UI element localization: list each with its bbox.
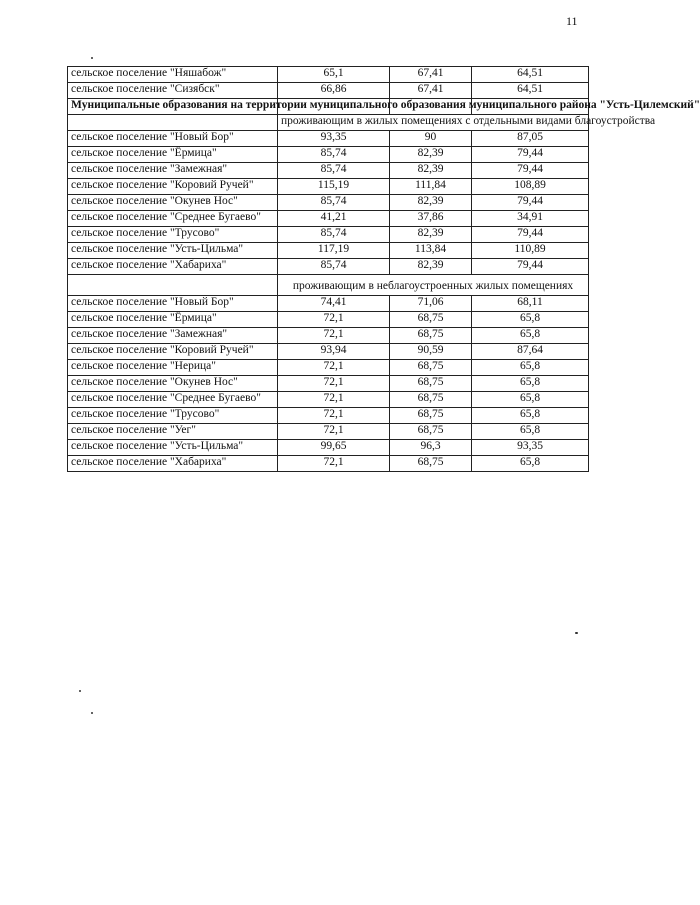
- value-cell: 71,06: [390, 296, 472, 312]
- table-row: [68, 344, 589, 360]
- table-row: [68, 312, 589, 328]
- value-cell: 96,3: [390, 440, 472, 456]
- value-cell: 67,41: [390, 67, 472, 83]
- value-cell: 72,1: [278, 408, 390, 424]
- table-row: [68, 131, 589, 147]
- value-cell: 93,35: [472, 440, 589, 456]
- table-row: [68, 67, 589, 83]
- table-row: [68, 424, 589, 440]
- value-cell: 115,19: [278, 179, 390, 195]
- settlement-name: сельское поселение "Нерица": [68, 360, 278, 376]
- value-cell: 65,8: [472, 424, 589, 440]
- settlement-name: сельское поселение "Усть-Цильма": [68, 440, 278, 456]
- value-cell: 72,1: [278, 424, 390, 440]
- value-cell: 68,75: [390, 392, 472, 408]
- value-cell: 41,21: [278, 211, 390, 227]
- settlement-name: сельское поселение "Замежная": [68, 163, 278, 179]
- value-cell: 79,44: [472, 259, 589, 275]
- value-cell: 111,84: [390, 179, 472, 195]
- settlement-name: сельское поселение "Усть-Цильма": [68, 243, 278, 259]
- value-cell: 90,59: [390, 344, 472, 360]
- settlement-name: сельское поселение "Среднее Бугаево": [68, 211, 278, 227]
- value-cell: 74,41: [278, 296, 390, 312]
- settlement-name: сельское поселение "Коровий Ручей": [68, 344, 278, 360]
- value-cell: 79,44: [472, 227, 589, 243]
- empty-cell: [68, 115, 278, 131]
- value-cell: 79,44: [472, 147, 589, 163]
- value-cell: 72,1: [278, 456, 390, 472]
- value-cell: 87,05: [472, 131, 589, 147]
- value-cell: 79,44: [472, 163, 589, 179]
- settlement-name: сельское поселение "Замежная": [68, 328, 278, 344]
- scan-speck: [79, 690, 81, 692]
- value-cell: 65,8: [472, 360, 589, 376]
- value-cell: 93,94: [278, 344, 390, 360]
- table-row: [68, 360, 589, 376]
- value-cell: 66,86: [278, 83, 390, 99]
- value-cell: 113,84: [390, 243, 472, 259]
- value-cell: 85,74: [278, 195, 390, 211]
- settlement-name: сельское поселение "Ёрмица": [68, 312, 278, 328]
- value-cell: 64,51: [472, 67, 589, 83]
- value-cell: 117,19: [278, 243, 390, 259]
- table-row: [68, 195, 589, 211]
- value-cell: 65,8: [472, 392, 589, 408]
- group-title-row: [68, 99, 589, 115]
- value-cell: 82,39: [390, 259, 472, 275]
- table-row: [68, 163, 589, 179]
- value-cell: 68,11: [472, 296, 589, 312]
- section-header-row: [68, 115, 589, 131]
- table-row: [68, 179, 589, 195]
- table-row: [68, 227, 589, 243]
- value-cell: 68,75: [390, 456, 472, 472]
- settlement-name: сельское поселение "Сизябск": [68, 83, 278, 99]
- value-cell: 68,75: [390, 424, 472, 440]
- table-row: [68, 211, 589, 227]
- scan-speck: [575, 632, 578, 634]
- settlement-name: сельское поселение "Окунев Нос": [68, 376, 278, 392]
- value-cell: 72,1: [278, 376, 390, 392]
- value-cell: 65,8: [472, 456, 589, 472]
- table-row: [68, 243, 589, 259]
- value-cell: 68,75: [390, 312, 472, 328]
- value-cell: 68,75: [390, 408, 472, 424]
- section-header: проживающим в жилых помещениях с отдельными видами благоустройства: [278, 115, 589, 131]
- table-row: [68, 259, 589, 275]
- settlement-name: сельское поселение "Уег": [68, 424, 278, 440]
- value-cell: 65,8: [472, 408, 589, 424]
- settlement-name: сельское поселение "Няшабож": [68, 67, 278, 83]
- table-body: [68, 67, 700, 472]
- page-number: 11: [566, 14, 578, 28]
- value-cell: 85,74: [278, 163, 390, 179]
- table-row: [68, 456, 589, 472]
- value-cell: 37,86: [390, 211, 472, 227]
- settlement-name: сельское поселение "Ёрмица": [68, 147, 278, 163]
- value-cell: 68,75: [390, 328, 472, 344]
- settlement-name: сельское поселение "Трусово": [68, 227, 278, 243]
- table-row: [68, 408, 589, 424]
- value-cell: 93,35: [278, 131, 390, 147]
- value-cell: 85,74: [278, 147, 390, 163]
- table-row: [68, 147, 589, 163]
- value-cell: 68,75: [390, 376, 472, 392]
- settlement-name: сельское поселение "Новый Бор": [68, 296, 278, 312]
- settlement-name: сельское поселение "Окунев Нос": [68, 195, 278, 211]
- value-cell: 68,75: [390, 360, 472, 376]
- value-cell: 72,1: [278, 392, 390, 408]
- value-cell: 65,8: [472, 312, 589, 328]
- value-cell: 82,39: [390, 195, 472, 211]
- value-cell: 85,74: [278, 259, 390, 275]
- settlement-name: сельское поселение "Хабариха": [68, 259, 278, 275]
- value-cell: 72,1: [278, 312, 390, 328]
- value-cell: 108,89: [472, 179, 589, 195]
- scan-speck: [91, 57, 93, 59]
- value-cell: 65,8: [472, 328, 589, 344]
- settlement-name: сельское поселение "Хабариха": [68, 456, 278, 472]
- settlement-name: сельское поселение "Среднее Бугаево": [68, 392, 278, 408]
- section-header-row: [68, 275, 589, 296]
- value-cell: 64,51: [472, 83, 589, 99]
- settlement-name: сельское поселение "Трусово": [68, 408, 278, 424]
- table-row: [68, 440, 589, 456]
- scan-speck: [91, 712, 93, 714]
- value-cell: 85,74: [278, 227, 390, 243]
- value-cell: 65,1: [278, 67, 390, 83]
- value-cell: 34,91: [472, 211, 589, 227]
- value-cell: 82,39: [390, 163, 472, 179]
- value-cell: 87,64: [472, 344, 589, 360]
- table-row: [68, 296, 589, 312]
- table-row: [68, 328, 589, 344]
- table-row: [68, 392, 589, 408]
- value-cell: 82,39: [390, 147, 472, 163]
- value-cell: 67,41: [390, 83, 472, 99]
- value-cell: 110,89: [472, 243, 589, 259]
- settlement-name: сельское поселение "Новый Бор": [68, 131, 278, 147]
- settlement-name: сельское поселение "Коровий Ручей": [68, 179, 278, 195]
- table-row: [68, 376, 589, 392]
- section-header: проживающим в неблагоустроенных жилых помещениях: [278, 275, 589, 296]
- value-cell: 90: [390, 131, 472, 147]
- table-row: [68, 83, 589, 99]
- group-title: Муниципальные образования на территории муниципального образования муниципального района "Усть-Цилемский": [68, 99, 278, 115]
- empty-cell: [68, 275, 278, 296]
- value-cell: 65,8: [472, 376, 589, 392]
- value-cell: 72,1: [278, 328, 390, 344]
- value-cell: 99,65: [278, 440, 390, 456]
- tariff-table: [67, 66, 700, 472]
- value-cell: 82,39: [390, 227, 472, 243]
- value-cell: 72,1: [278, 360, 390, 376]
- value-cell: 79,44: [472, 195, 589, 211]
